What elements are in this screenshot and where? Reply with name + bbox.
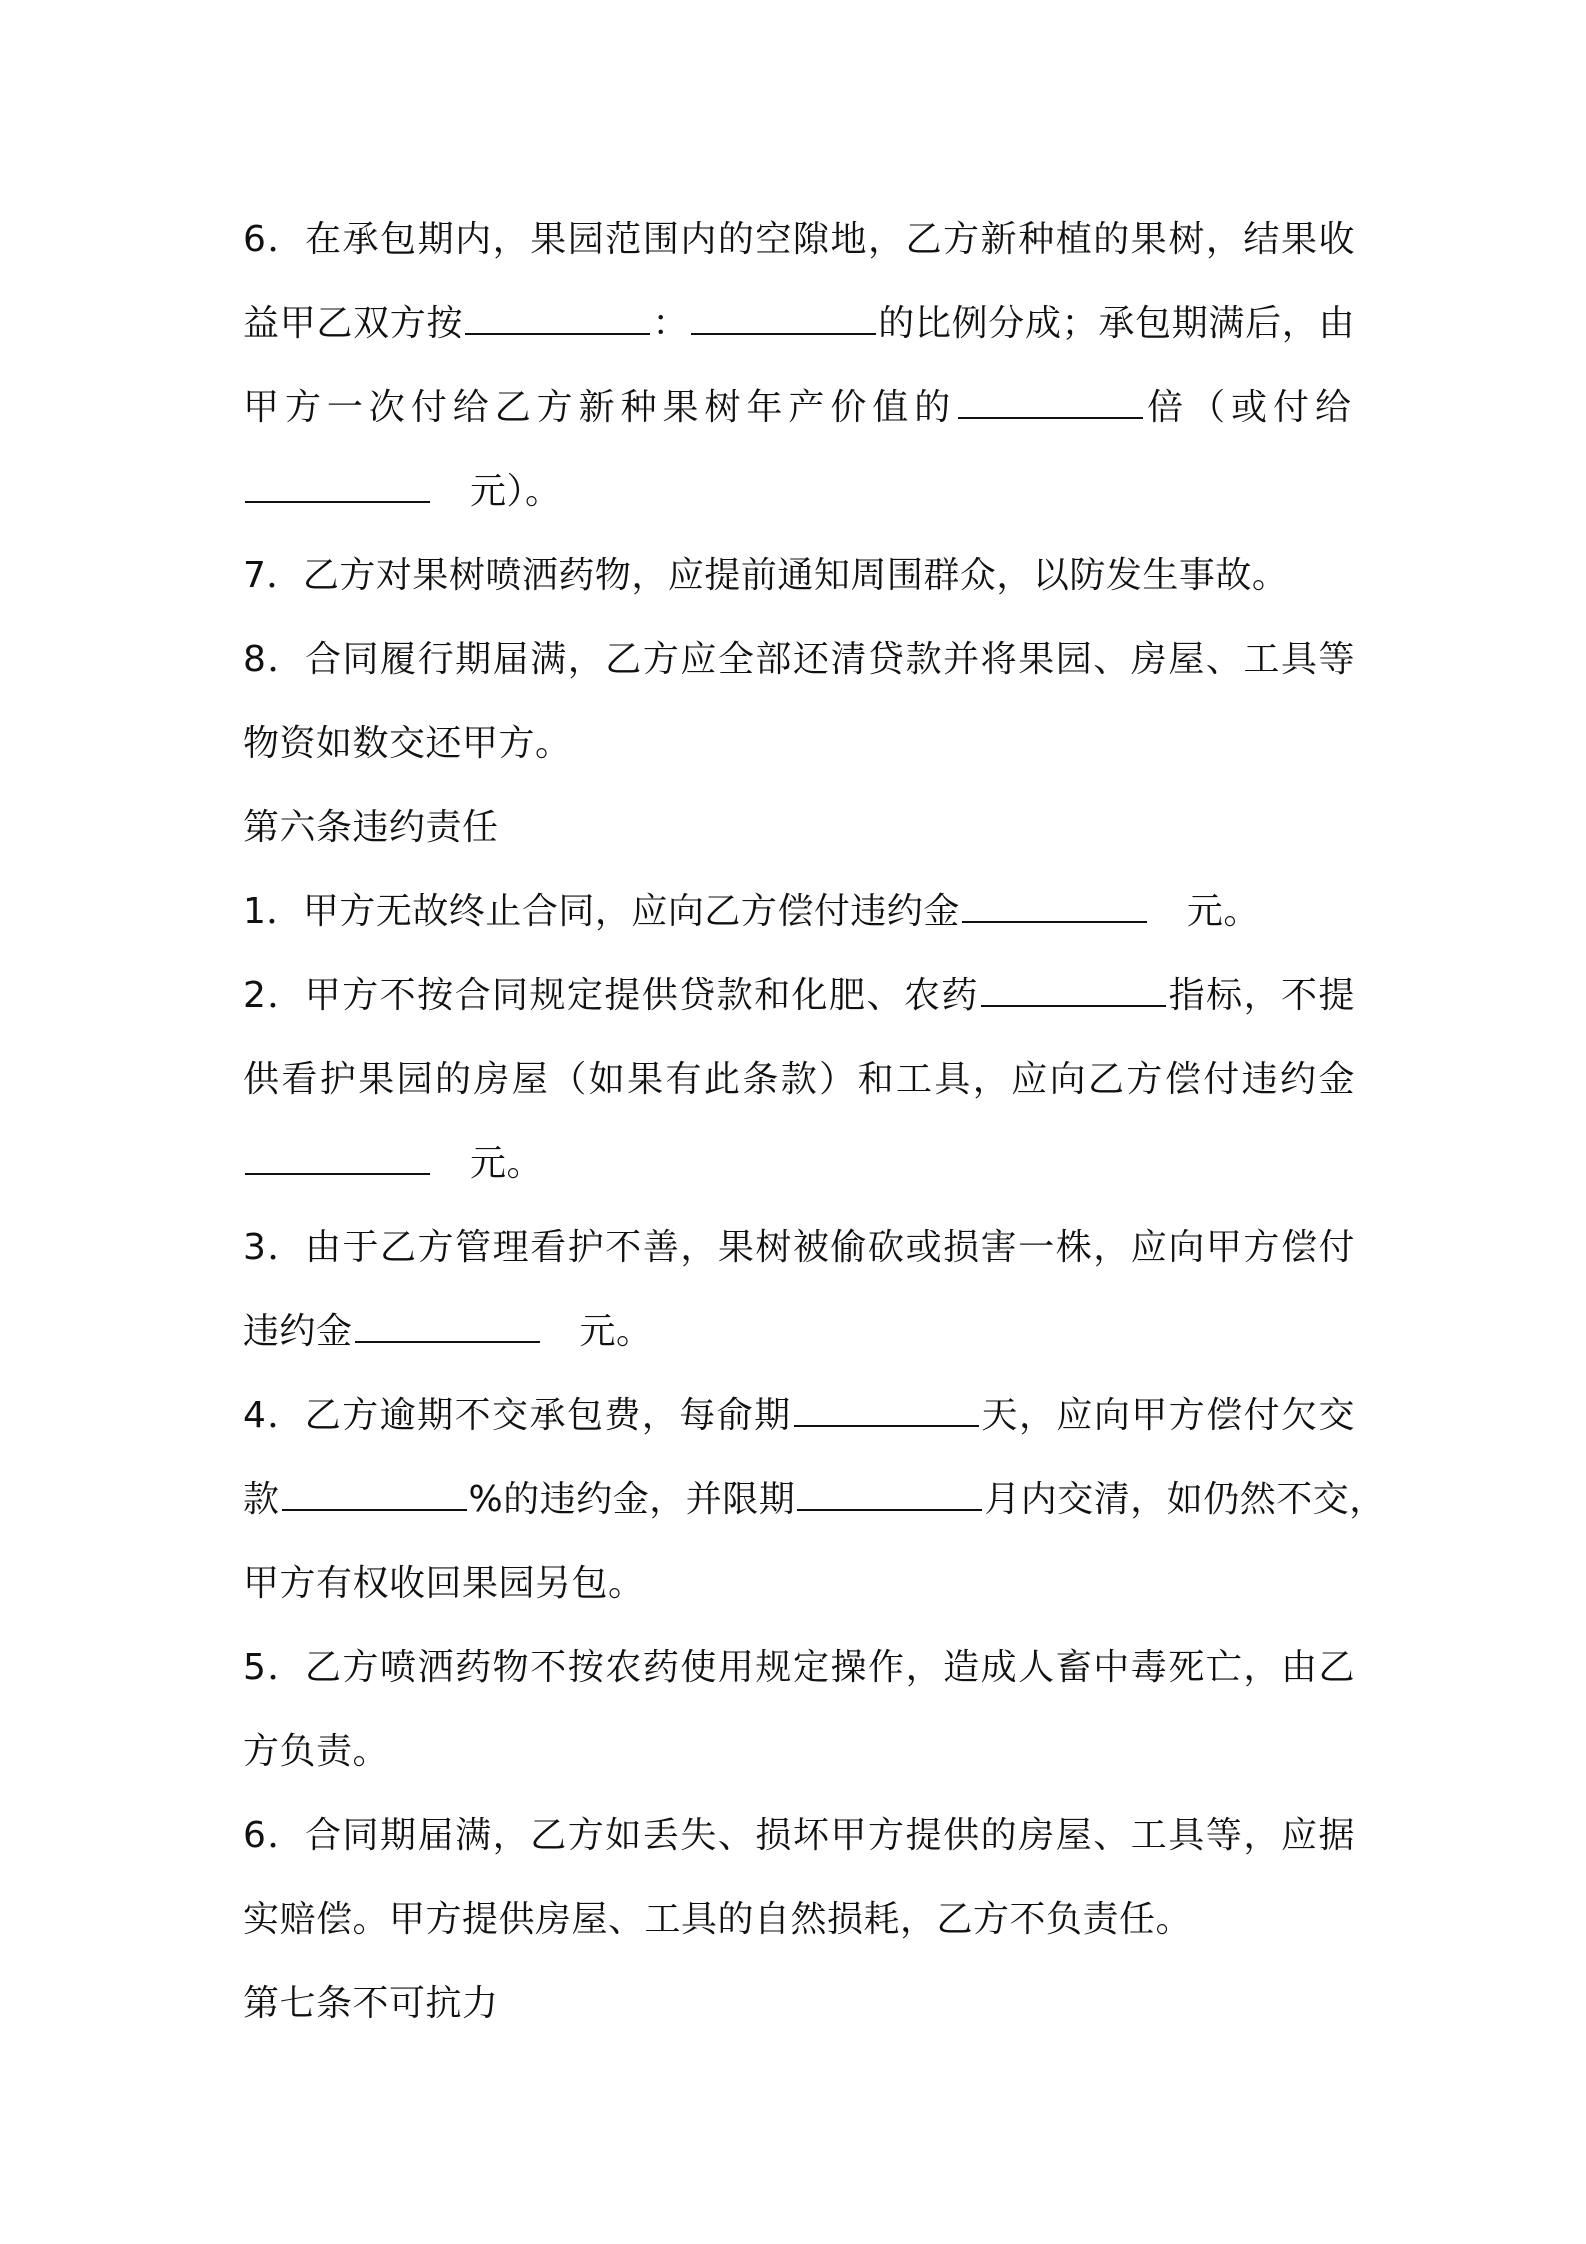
liability-6-line-1: [243, 1794, 1355, 1878]
blank-field: [794, 1395, 979, 1427]
clause-6-line-4: [243, 450, 1355, 534]
section-heading-article-7: [243, 1962, 1355, 2046]
text-segment: 元。: [470, 1143, 544, 1184]
section-title: 第七条不可抗力: [243, 1983, 499, 2024]
text-segment: 月内交清，如仍然不交，: [984, 1479, 1386, 1520]
liability-6-line-2: [243, 1878, 1355, 1962]
clause-6-line-3: [243, 366, 1355, 450]
text-segment: 元。: [1186, 891, 1260, 932]
liability-2-line-2: [243, 1038, 1355, 1122]
text-segment: 实赔偿。甲方提供房屋、工具的自然损耗，乙方不负责任。: [243, 1899, 1193, 1940]
text-segment: 指标，不提: [1167, 975, 1355, 1016]
blank-field: [962, 891, 1147, 923]
text-segment: 天，应向甲方偿付欠交: [980, 1395, 1355, 1436]
clause-8-line-1: [243, 618, 1355, 702]
blank-field: [245, 1143, 430, 1175]
text-segment: 甲方有权收回果园另包。: [243, 1563, 645, 1604]
text-segment: 6．在承包期内，果园范围内的空隙地，乙方新种植的果树，结果收: [243, 219, 1355, 260]
text-segment: 2．甲方不按合同规定提供贷款和化肥、农药: [243, 975, 979, 1016]
liability-2-line-3: [243, 1122, 1355, 1206]
clause-6-line-1: [243, 198, 1355, 282]
liability-4-line-1: [243, 1374, 1355, 1458]
text-segment: 5．乙方喷洒药物不按农药使用规定操作，造成人畜中毒死亡，由乙: [243, 1647, 1355, 1688]
text-segment: 供看护果园的房屋（如果有此条款）和工具，应向乙方偿付违约金: [243, 1059, 1355, 1100]
liability-3-line-2: [243, 1290, 1355, 1374]
blank-field: [691, 303, 876, 335]
liability-3-line-1: [243, 1206, 1355, 1290]
blank-field: [355, 1311, 540, 1343]
section-heading-article-6: [243, 786, 1355, 870]
text-segment: 方负责。: [243, 1731, 390, 1772]
liability-4-line-3: [243, 1542, 1355, 1626]
text-segment: 甲方一次付给乙方新种果树年产价值的: [243, 387, 957, 428]
blank-field: [958, 387, 1143, 419]
text-segment: 益甲乙双方按: [243, 303, 464, 344]
blank-field: [981, 975, 1166, 1007]
document-body: [243, 198, 1386, 2046]
text-segment: 违约金: [243, 1311, 353, 1352]
text-segment: 物资如数交还甲方。: [243, 723, 572, 764]
blank-field: [797, 1479, 982, 1511]
clause-8-line-2: [243, 702, 1355, 786]
text-segment: 元。: [579, 1311, 653, 1352]
liability-5-line-1: [243, 1626, 1355, 1710]
liability-2-line-1: [243, 954, 1355, 1038]
liability-4-line-2: [243, 1458, 1386, 1542]
text-segment: 6．合同期届满，乙方如丢失、损坏甲方提供的房屋、工具等，应据: [243, 1815, 1355, 1856]
text-segment: 4．乙方逾期不交承包费，每俞期: [243, 1395, 792, 1436]
text-segment: 款: [243, 1479, 280, 1520]
text-segment: %的违约金，并限期: [468, 1479, 796, 1520]
text-segment: 的比例分成；承包期满后，由: [878, 303, 1355, 344]
text-segment: ：: [652, 303, 690, 344]
clause-6-line-2: [243, 282, 1355, 366]
text-segment: 元）。: [470, 471, 562, 512]
text-segment: 3．由于乙方管理看护不善，果树被偷砍或损害一株，应向甲方偿付: [243, 1227, 1355, 1268]
text-segment: 1．甲方无故终止合同，应向乙方偿付违约金: [243, 891, 960, 932]
text-segment: 8．合同履行期届满，乙方应全部还清贷款并将果园、房屋、工具等: [243, 639, 1355, 680]
text-segment: 7．乙方对果树喷洒药物，应提前通知周围群众，以防发生事故。: [243, 555, 1289, 596]
clause-7: [243, 534, 1355, 618]
liability-1: [243, 870, 1355, 954]
section-title: 第六条违约责任: [243, 807, 499, 848]
text-segment: 倍（或付给: [1145, 387, 1355, 428]
blank-field: [465, 303, 650, 335]
liability-5-line-2: [243, 1710, 1355, 1794]
blank-field: [245, 471, 430, 503]
blank-field: [282, 1479, 467, 1511]
